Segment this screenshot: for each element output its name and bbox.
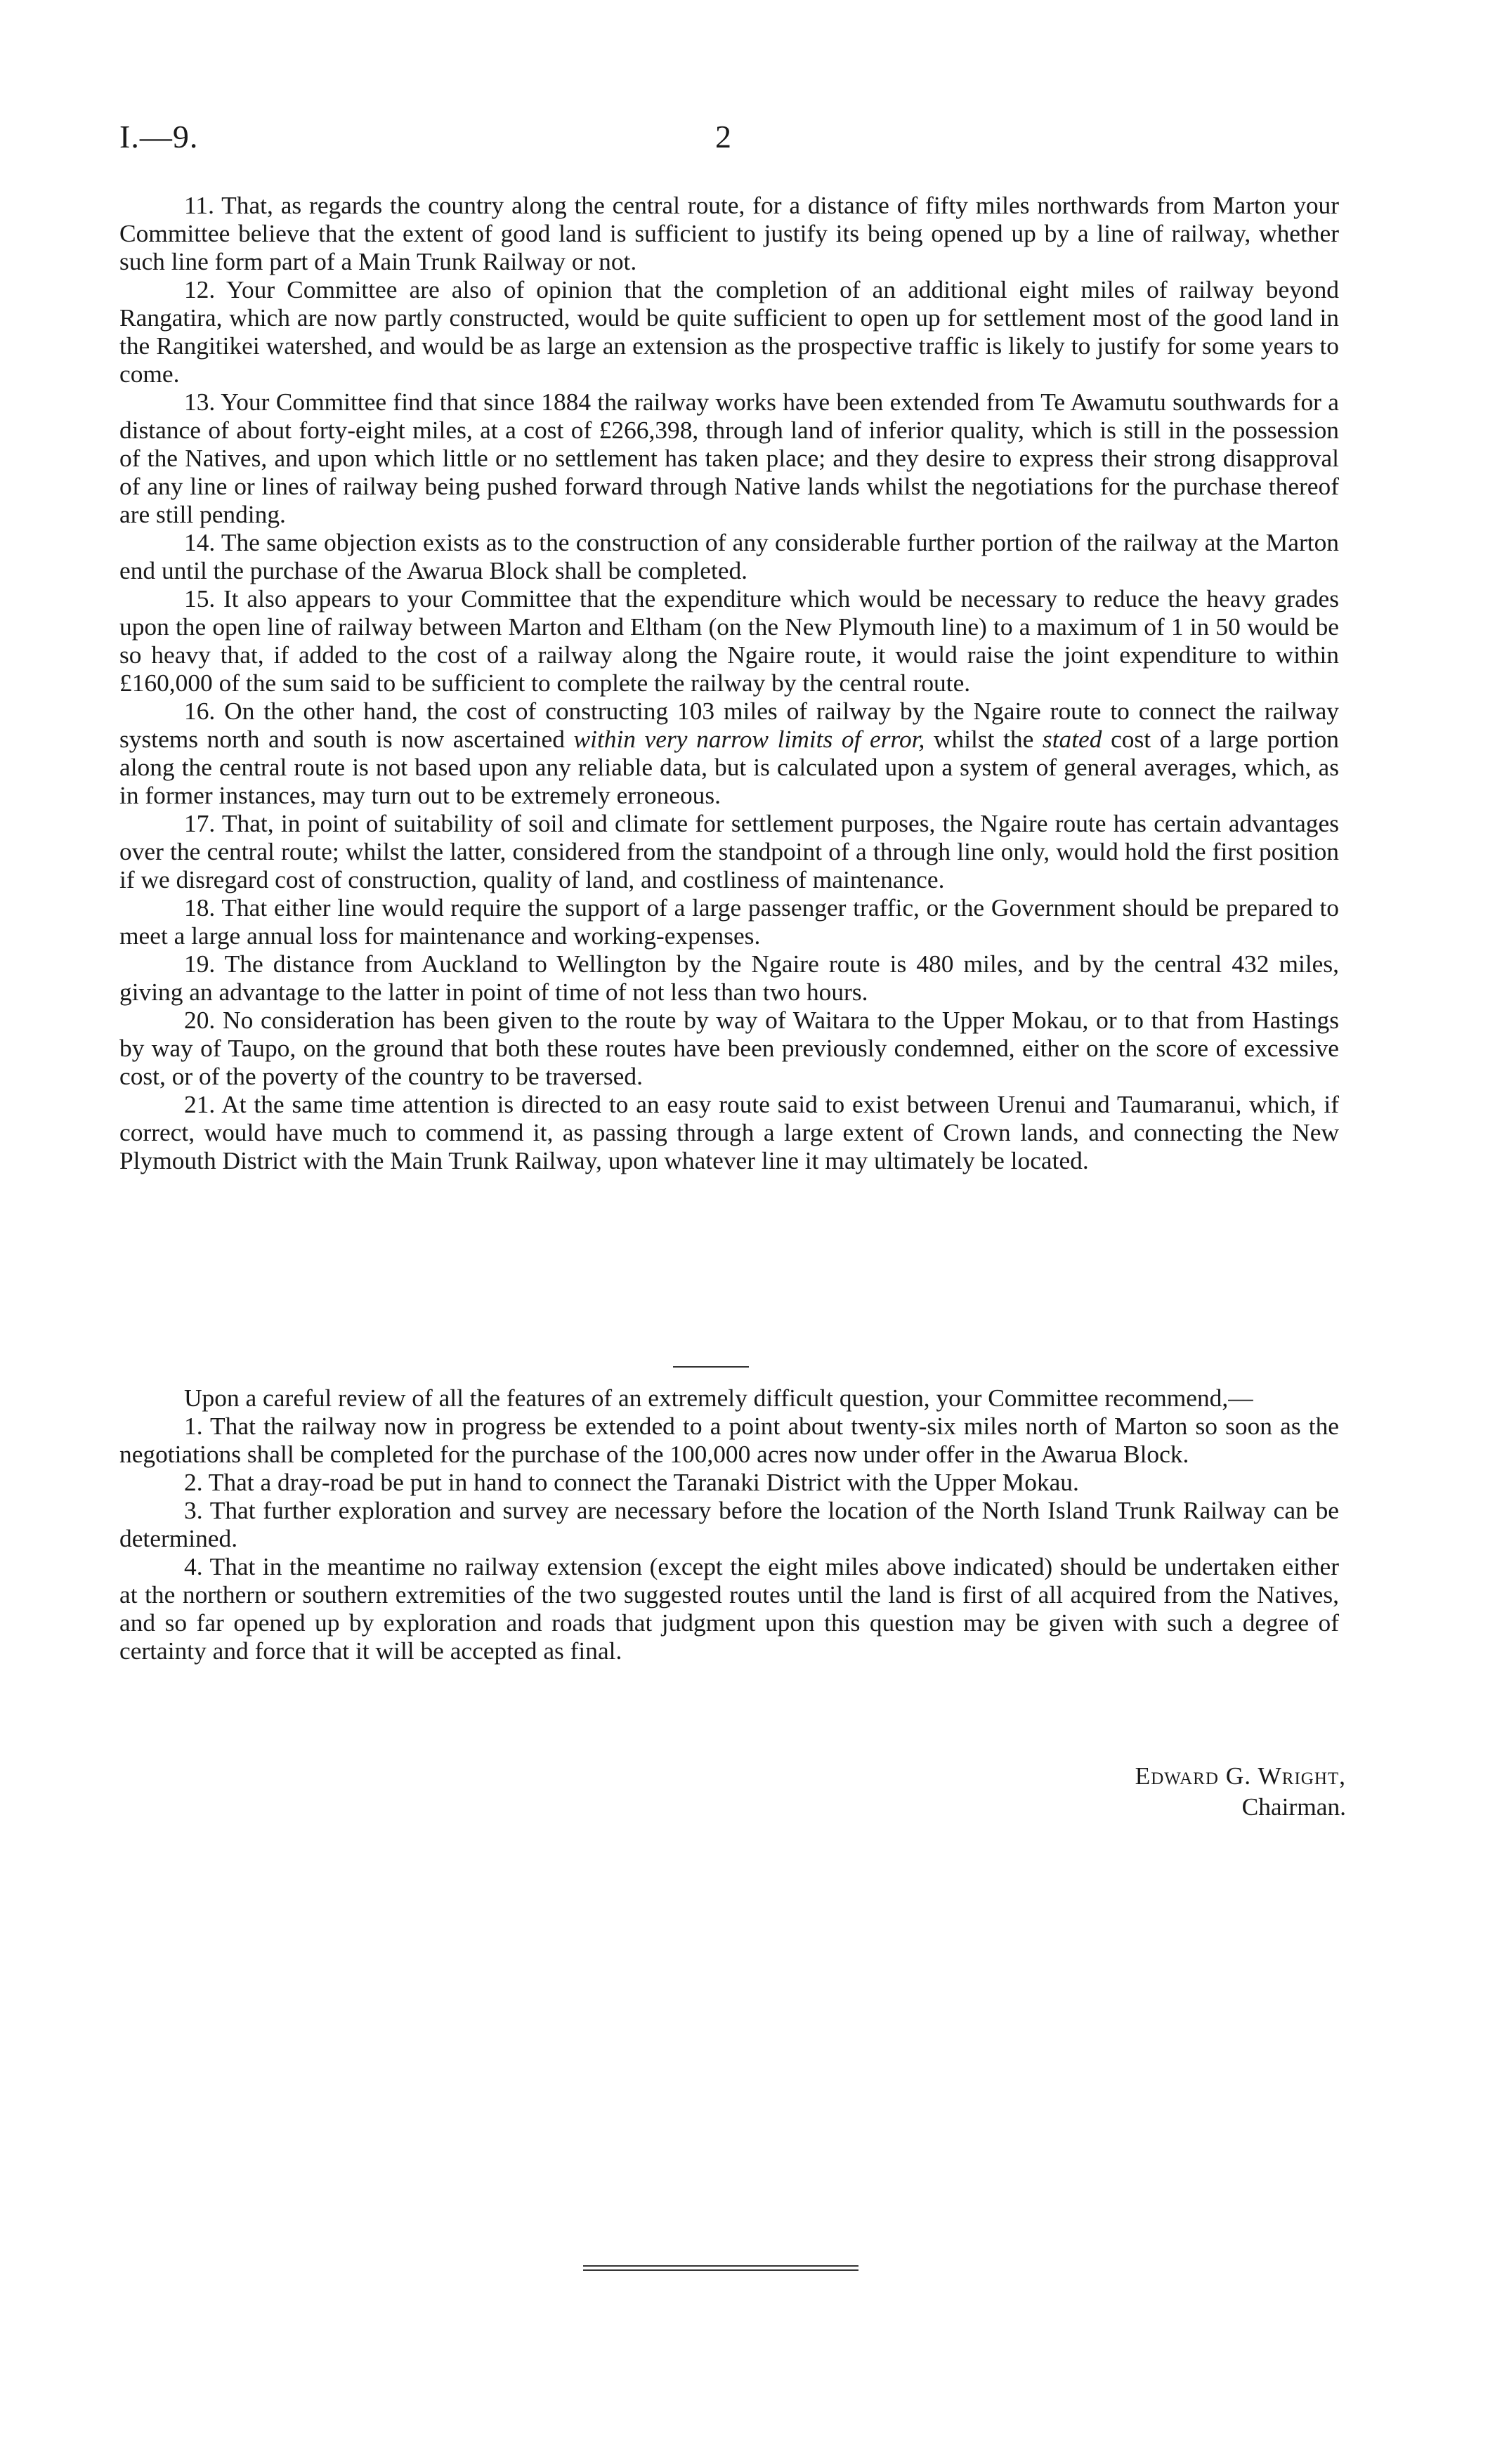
recommendation-2: 2. That a dray-road be put in hand to connect the Taranaki District with the Upper Mokau. (184, 1468, 1079, 1496)
paragraph-19: 19. The distance from Auckland to Wellington by the Ngaire route is 480 miles, and by the central 432 miles, giving an advantage to the latter in point of time of not less than two hours. (119, 950, 1339, 1006)
recommendation-1: 1. That the railway now in progress be extended to a point about twenty-six miles north of Marton so soon as the negotiations shall be completed for the purchase of the 100,000 acres now under offer in the Awarua Block. (119, 1412, 1339, 1468)
paragraph-16-part-a: 16. On the other hand, the cost of constructing 103 miles of railway by the Ngaire route to connect the railway systems north and south is now ascertained (119, 697, 1339, 753)
signatory-name: Edward G. Wright, (1135, 1762, 1346, 1790)
recommendation-3: 3. That further exploration and survey are necessary before the location of the North Island Trunk Railway can be determined. (119, 1496, 1339, 1552)
end-double-rule (583, 2265, 858, 2271)
paragraph-17: 17. That, in point of suitability of soil and climate for settlement purposes, the Ngaire route has certain advantages over the central route; whilst the latter, considered from the standpoint of a through line only, would hold the first position if we disregard cost of construction, quality of land, and costliness of maintenance. (119, 809, 1339, 893)
paragraph-12: 12. Your Committee are also of opinion that the completion of an additional eight miles of railway beyond Rangatira, which are now partly constructed, would be quite sufficient to open up for settlement most of the good land in the Rangitikei watershed, and would be as large an extension as the prospective traffic is likely to justify for some years to come. (119, 275, 1339, 388)
paragraph-16-italic-phrase: within very narrow limits of error, (573, 725, 925, 753)
recommendations-intro: Upon a careful review of all the features of an extremely difficult question, your Committee recommend,— (184, 1384, 1253, 1412)
paragraph-21: 21. At the same time attention is directed to an easy route said to exist between Urenui and Taumaranui, which, if correct, would have much to commend it, as passing through a large extent of Crown lands, and connecting the New Plymouth District with the Main Trunk Railway, upon whatever line it may ultimately be located. (119, 1090, 1339, 1174)
recommendations-section (119, 1384, 1339, 1665)
paragraph-16-italic-word: stated (1042, 725, 1102, 753)
signatory-title: Chairman. (1241, 1793, 1346, 1821)
document-reference: I.—9. (119, 119, 199, 155)
paragraph-15: 15. It also appears to your Committee that the expenditure which would be necessary to reduce the heavy grades upon the open line of railway between Marton and Eltham (on the New Plymouth line) to a maximum of 1 in 50 would be so heavy that, if added to the cost of a railway along the Ngaire route, it would raise the joint expenditure to within £160,000 of the sum said to be sufficient to complete the railway by the central route. (119, 584, 1339, 697)
paragraph-11: 11. That, as regards the country along the central route, for a distance of fifty miles northwards from Marton your Committee believe that the extent of good land is sufficient to justify its being opened up by a line of railway, whether such line form part of a Main Trunk Railway or not. (119, 191, 1339, 275)
section-divider (673, 1366, 749, 1368)
paragraph-16-part-c: cost of a large portion along the central route is not based upon any reliable data, but is calculated upon a system of general averages, which, as in former instances, may turn out to be extremely erroneous. (119, 725, 1339, 809)
paragraph-20: 20. No consideration has been given to the route by way of Waitara to the Upper Mokau, or to that from Hastings by way of Taupo, on the ground that both these routes have been previously condemned, either on the score of excessive cost, or of the poverty of the country to be traversed. (119, 1006, 1339, 1090)
paragraph-14: 14. The same objection exists as to the construction of any considerable further portion of the railway at the Marton end until the purchase of the Awarua Block shall be completed. (119, 528, 1339, 584)
paragraph-16 (119, 697, 1339, 809)
signature-block (1135, 1760, 1346, 1822)
paragraph-16-part-b: whilst the (925, 725, 1043, 753)
committee-findings (119, 191, 1339, 1174)
recommendation-4: 4. That in the meantime no railway extension (except the eight miles above indicated) should be undertaken either at the northern or southern extremities of the two suggested routes until the land is first of all acquired from the Natives, and so far opened up by exploration and roads that judgment upon this question may be given with such a degree of certainty and force that it will be accepted as final. (119, 1552, 1339, 1665)
page-number: 2 (715, 119, 731, 155)
paragraph-13: 13. Your Committee find that since 1884 the railway works have been extended from Te Awamutu southwards for a distance of about forty-eight miles, at a cost of £266,398, through land of inferior quality, which is still in the possession of the Natives, and upon which little or no settlement has taken place; and they desire to express their strong disapproval of any line or lines of railway being pushed forward through Native lands whilst the negotiations for the purchase thereof are still pending. (119, 388, 1339, 528)
paragraph-18: 18. That either line would require the support of a large passenger traffic, or the Government should be prepared to meet a large annual loss for maintenance and working-expenses. (119, 893, 1339, 950)
